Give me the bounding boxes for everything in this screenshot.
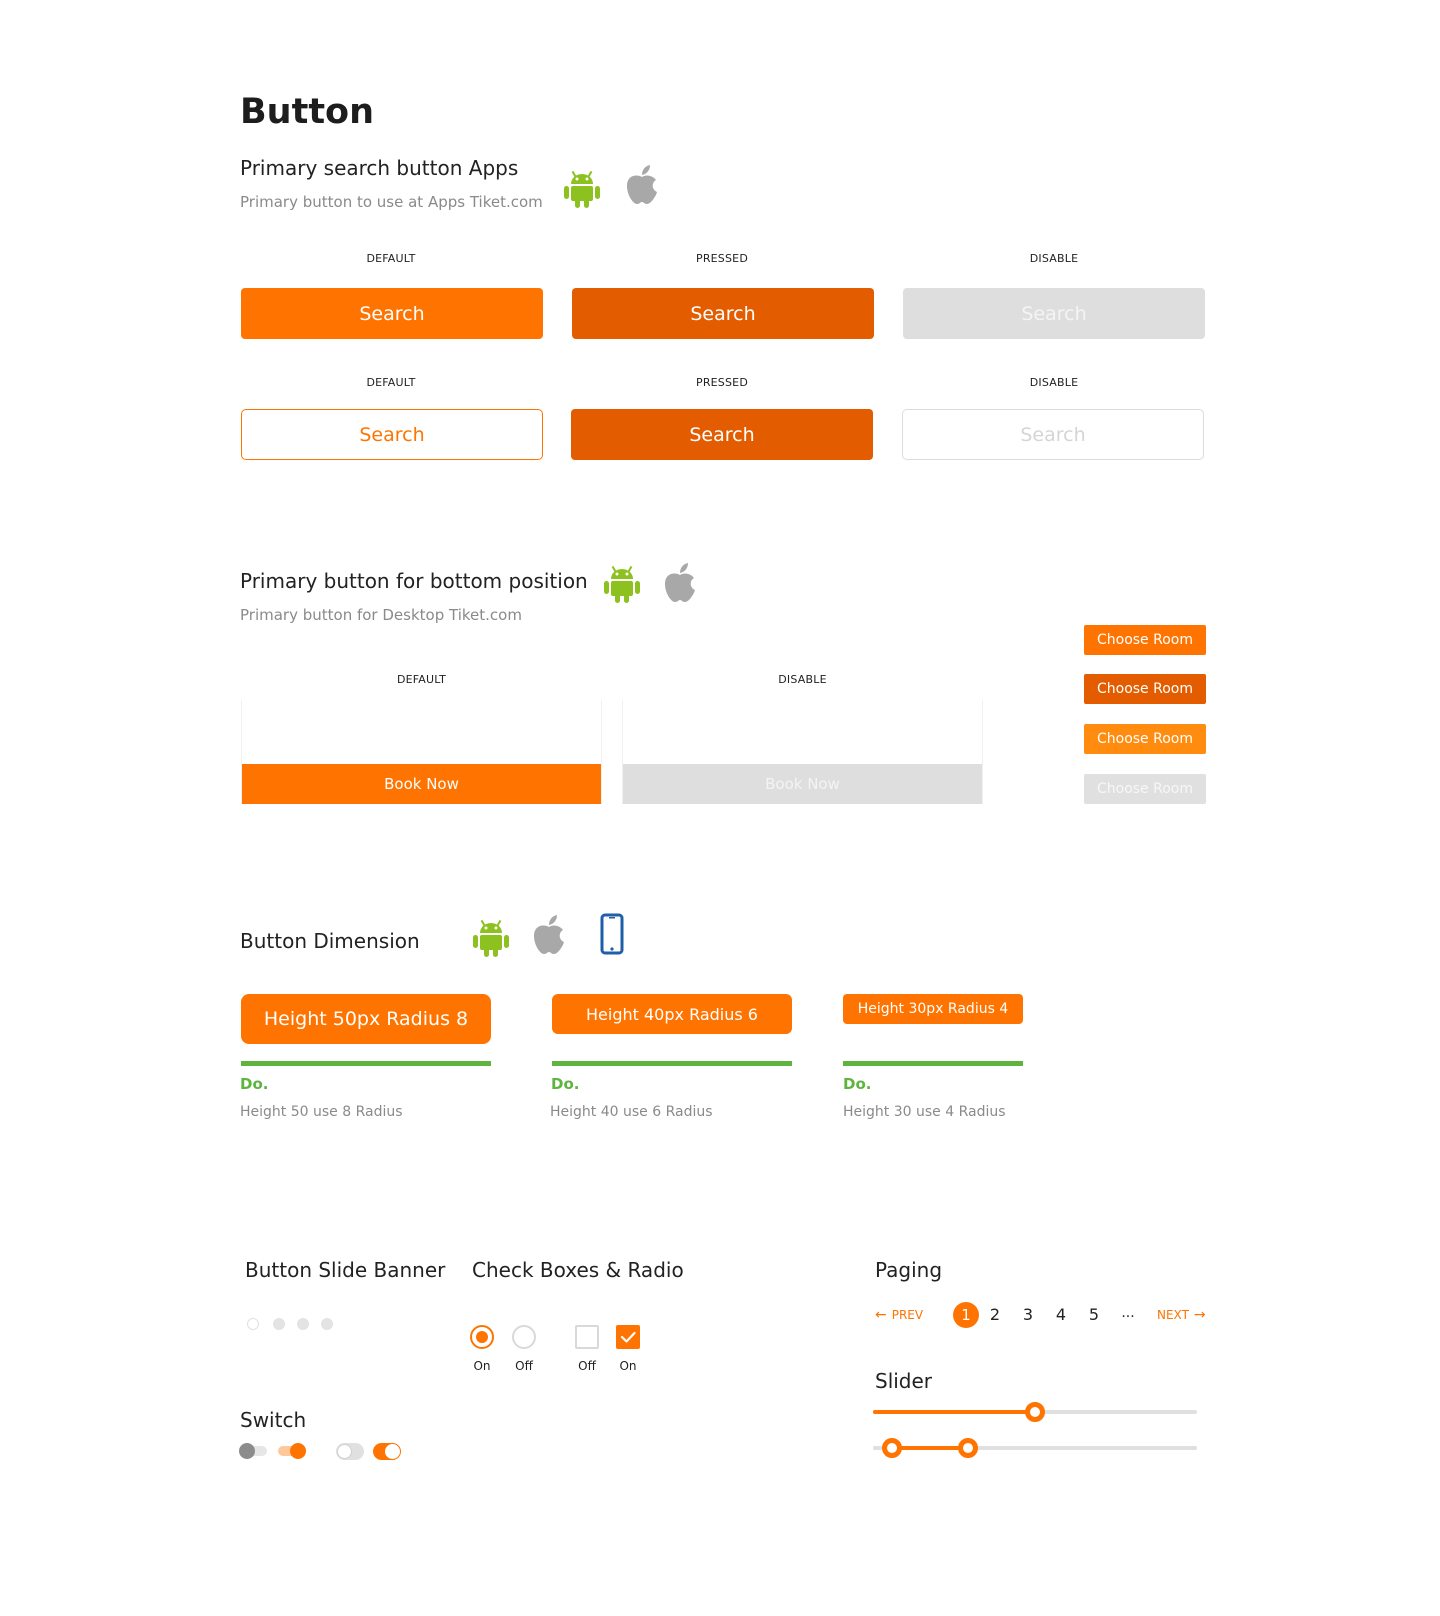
apple-icon [625, 165, 659, 205]
section-heading-dimension: Button Dimension [240, 929, 420, 953]
banner-dot-active[interactable] [247, 1318, 259, 1330]
switch-off-small[interactable] [241, 1446, 267, 1456]
state-label-disable: DISABLE [1029, 376, 1079, 389]
search-outline-button-pressed[interactable]: Search [571, 409, 873, 460]
search-outline-button-disabled: Search [902, 409, 1204, 460]
do-label: Do. [551, 1075, 580, 1093]
state-label-default: DEFAULT [366, 376, 416, 389]
phone-icon [600, 913, 624, 955]
section-subheading-bottom: Primary button for Desktop Tiket.com [240, 606, 522, 624]
search-button-disabled: Search [903, 288, 1205, 339]
android-icon [603, 562, 641, 604]
checkbox-on[interactable] [616, 1325, 640, 1349]
checkbox-off[interactable] [575, 1325, 599, 1349]
section-heading-banner: Button Slide Banner [245, 1258, 446, 1282]
checkmark-icon [616, 1325, 640, 1349]
arrow-right-icon: → [1193, 1307, 1206, 1323]
section-heading-search: Primary search button Apps [240, 156, 519, 180]
checkbox-on-label: On [619, 1359, 637, 1373]
bottom-card-default [241, 700, 602, 804]
paging-next-label: NEXT [1157, 1308, 1189, 1322]
slider-handle[interactable] [1025, 1402, 1045, 1422]
state-label-disable: DISABLE [1029, 252, 1079, 265]
dimension-note: Height 40 use 6 Radius [550, 1104, 713, 1120]
state-label-pressed: PRESSED [695, 252, 748, 265]
arrow-left-icon: ← [875, 1307, 887, 1323]
switch-off-large[interactable] [336, 1443, 364, 1460]
banner-dot[interactable] [273, 1318, 285, 1330]
android-icon [563, 167, 601, 209]
dimension-note: Height 50 use 8 Radius [240, 1104, 403, 1120]
do-indicator-bar [241, 1061, 491, 1066]
search-button-default[interactable]: Search [241, 288, 543, 339]
apple-icon [532, 915, 566, 955]
state-label-default: DEFAULT [396, 673, 447, 686]
switch-on-small[interactable] [278, 1446, 304, 1456]
do-indicator-bar [552, 1061, 792, 1066]
checkbox-off-label: Off [578, 1359, 596, 1373]
slider-range[interactable] [873, 1438, 1197, 1458]
slider-handle-min[interactable] [882, 1438, 902, 1458]
paging-next-button[interactable] [1157, 1307, 1206, 1323]
page-4-button[interactable]: 4 [1055, 1305, 1067, 1324]
section-subheading-search: Primary button to use at Apps Tiket.com [240, 193, 543, 211]
bottom-card-disabled [622, 700, 983, 804]
choose-room-button-hover[interactable]: Choose Room [1084, 724, 1206, 754]
page-3-button[interactable]: 3 [1022, 1305, 1034, 1324]
radio-dot [476, 1331, 488, 1343]
dimension-button-40[interactable]: Height 40px Radius 6 [552, 994, 792, 1034]
dimension-button-50[interactable]: Height 50px Radius 8 [241, 994, 491, 1044]
switch-on-large[interactable] [373, 1443, 401, 1460]
switch-knob [337, 1444, 352, 1459]
switch-knob [290, 1443, 306, 1459]
search-outline-button-default[interactable]: Search [241, 409, 543, 460]
choose-room-button-disabled: Choose Room [1084, 774, 1206, 804]
page-5-button[interactable]: 5 [1088, 1305, 1100, 1324]
radio-on-label: On [473, 1359, 491, 1373]
do-label: Do. [843, 1075, 872, 1093]
choose-room-button-pressed[interactable]: Choose Room [1084, 674, 1206, 704]
radio-off[interactable] [512, 1325, 536, 1349]
choose-room-button-default[interactable]: Choose Room [1084, 625, 1206, 655]
slider-fill [873, 1410, 1035, 1414]
state-label-disable: DISABLE [778, 673, 827, 686]
section-heading-switch: Switch [240, 1408, 307, 1432]
banner-dot[interactable] [321, 1318, 333, 1330]
switch-knob [385, 1444, 400, 1459]
slider-single[interactable] [873, 1402, 1197, 1422]
radio-off-label: Off [515, 1359, 533, 1373]
slider-fill [892, 1446, 968, 1450]
do-label: Do. [240, 1075, 269, 1093]
section-heading-slider: Slider [875, 1369, 933, 1393]
section-heading-bottom: Primary button for bottom position [240, 569, 588, 593]
switch-knob [239, 1443, 255, 1459]
paging-prev-label: PREV [891, 1308, 924, 1322]
apple-icon [663, 563, 697, 603]
paging-prev-button[interactable] [875, 1307, 923, 1323]
radio-on[interactable] [470, 1325, 494, 1349]
state-label-default: DEFAULT [366, 252, 416, 265]
section-heading-paging: Paging [875, 1258, 943, 1282]
dimension-note: Height 30 use 4 Radius [843, 1104, 1006, 1120]
state-label-pressed: PRESSED [695, 376, 748, 389]
banner-dot[interactable] [297, 1318, 309, 1330]
page-ellipsis: ... [1121, 1305, 1135, 1321]
do-indicator-bar [843, 1061, 1023, 1066]
section-heading-checks: Check Boxes & Radio [472, 1258, 684, 1282]
page-2-button[interactable]: 2 [989, 1305, 1001, 1324]
book-now-button[interactable]: Book Now [242, 764, 601, 804]
android-icon [472, 916, 510, 958]
page-title: Button [240, 92, 375, 132]
dimension-button-30[interactable]: Height 30px Radius 4 [843, 994, 1023, 1024]
search-button-pressed[interactable]: Search [572, 288, 874, 339]
slider-handle-max[interactable] [958, 1438, 978, 1458]
book-now-button-disabled: Book Now [623, 764, 982, 804]
page-1-button[interactable]: 1 [953, 1302, 979, 1328]
